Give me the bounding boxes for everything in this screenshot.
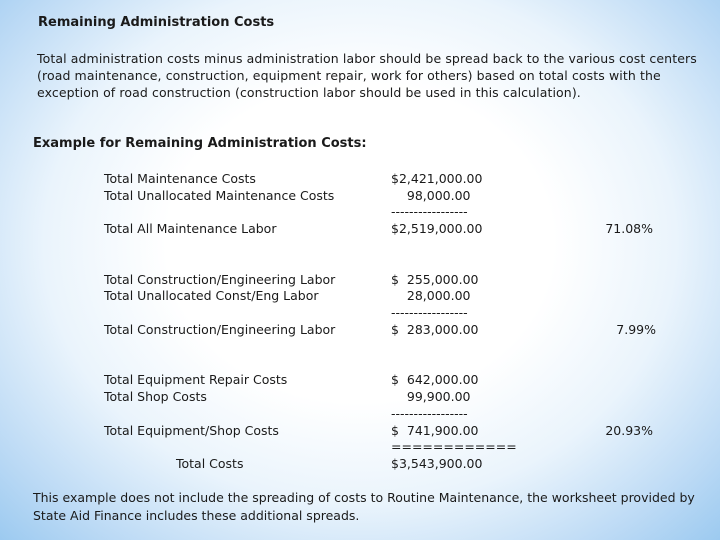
total-costs-amount: $3,543,900.00 [391, 456, 483, 471]
construction-percent: 7.99% [616, 322, 656, 337]
equipment-repair-label: Total Equipment Repair Costs [104, 372, 288, 387]
unallocated-const-label: Total Unallocated Const/Eng Labor [104, 288, 319, 303]
shop-costs-label: Total Shop Costs [104, 389, 207, 404]
equipment-percent: 20.93% [605, 423, 653, 438]
shop-costs-amount: 99,900.00 [391, 389, 471, 404]
subtotal-rule: ----------------- [391, 305, 468, 320]
equipment-repair-amount: $ 642,000.00 [391, 372, 479, 387]
maintenance-costs-label: Total Maintenance Costs [104, 171, 256, 186]
equipment-shop-total-amount: $ 741,900.00 [391, 423, 479, 438]
equipment-shop-total-label: Total Equipment/Shop Costs [104, 423, 279, 438]
construction-labor-amount: $ 255,000.00 [391, 272, 479, 287]
maintenance-percent: 71.08% [605, 221, 653, 236]
construction-total-amount: $ 283,000.00 [391, 322, 479, 337]
maintenance-costs-amount: $2,421,000.00 [391, 171, 483, 186]
intro-paragraph: Total administration costs minus administration labor should be spread back to the various cost centers (road maintenance, construction, equipment repair, work for others) based on total costs with the exception of road construction (construction labor should be used in this calculation). [37, 51, 697, 100]
unallocated-maintenance-amount: 98,000.00 [391, 188, 471, 203]
construction-labor-label: Total Construction/Engineering Labor [104, 272, 336, 287]
example-heading: Example for Remaining Administration Costs: [33, 136, 367, 151]
grand-total-rule: ============ [391, 439, 517, 454]
unallocated-maintenance-label: Total Unallocated Maintenance Costs [104, 188, 335, 203]
maintenance-labor-total-amount: $2,519,000.00 [391, 221, 483, 236]
total-costs-label: Total Costs [176, 456, 244, 471]
construction-total-label: Total Construction/Engineering Labor [104, 322, 336, 337]
unallocated-const-amount: 28,000.00 [391, 288, 471, 303]
footer-note: This example does not include the spreading of costs to Routine Maintenance, the worksheet provided by State Aid Finance includes these additional spreads. [33, 490, 695, 523]
maintenance-labor-total-label: Total All Maintenance Labor [104, 221, 277, 236]
subtotal-rule: ----------------- [391, 204, 468, 219]
subtotal-rule: ----------------- [391, 406, 468, 421]
page-title: Remaining Administration Costs [38, 15, 275, 30]
